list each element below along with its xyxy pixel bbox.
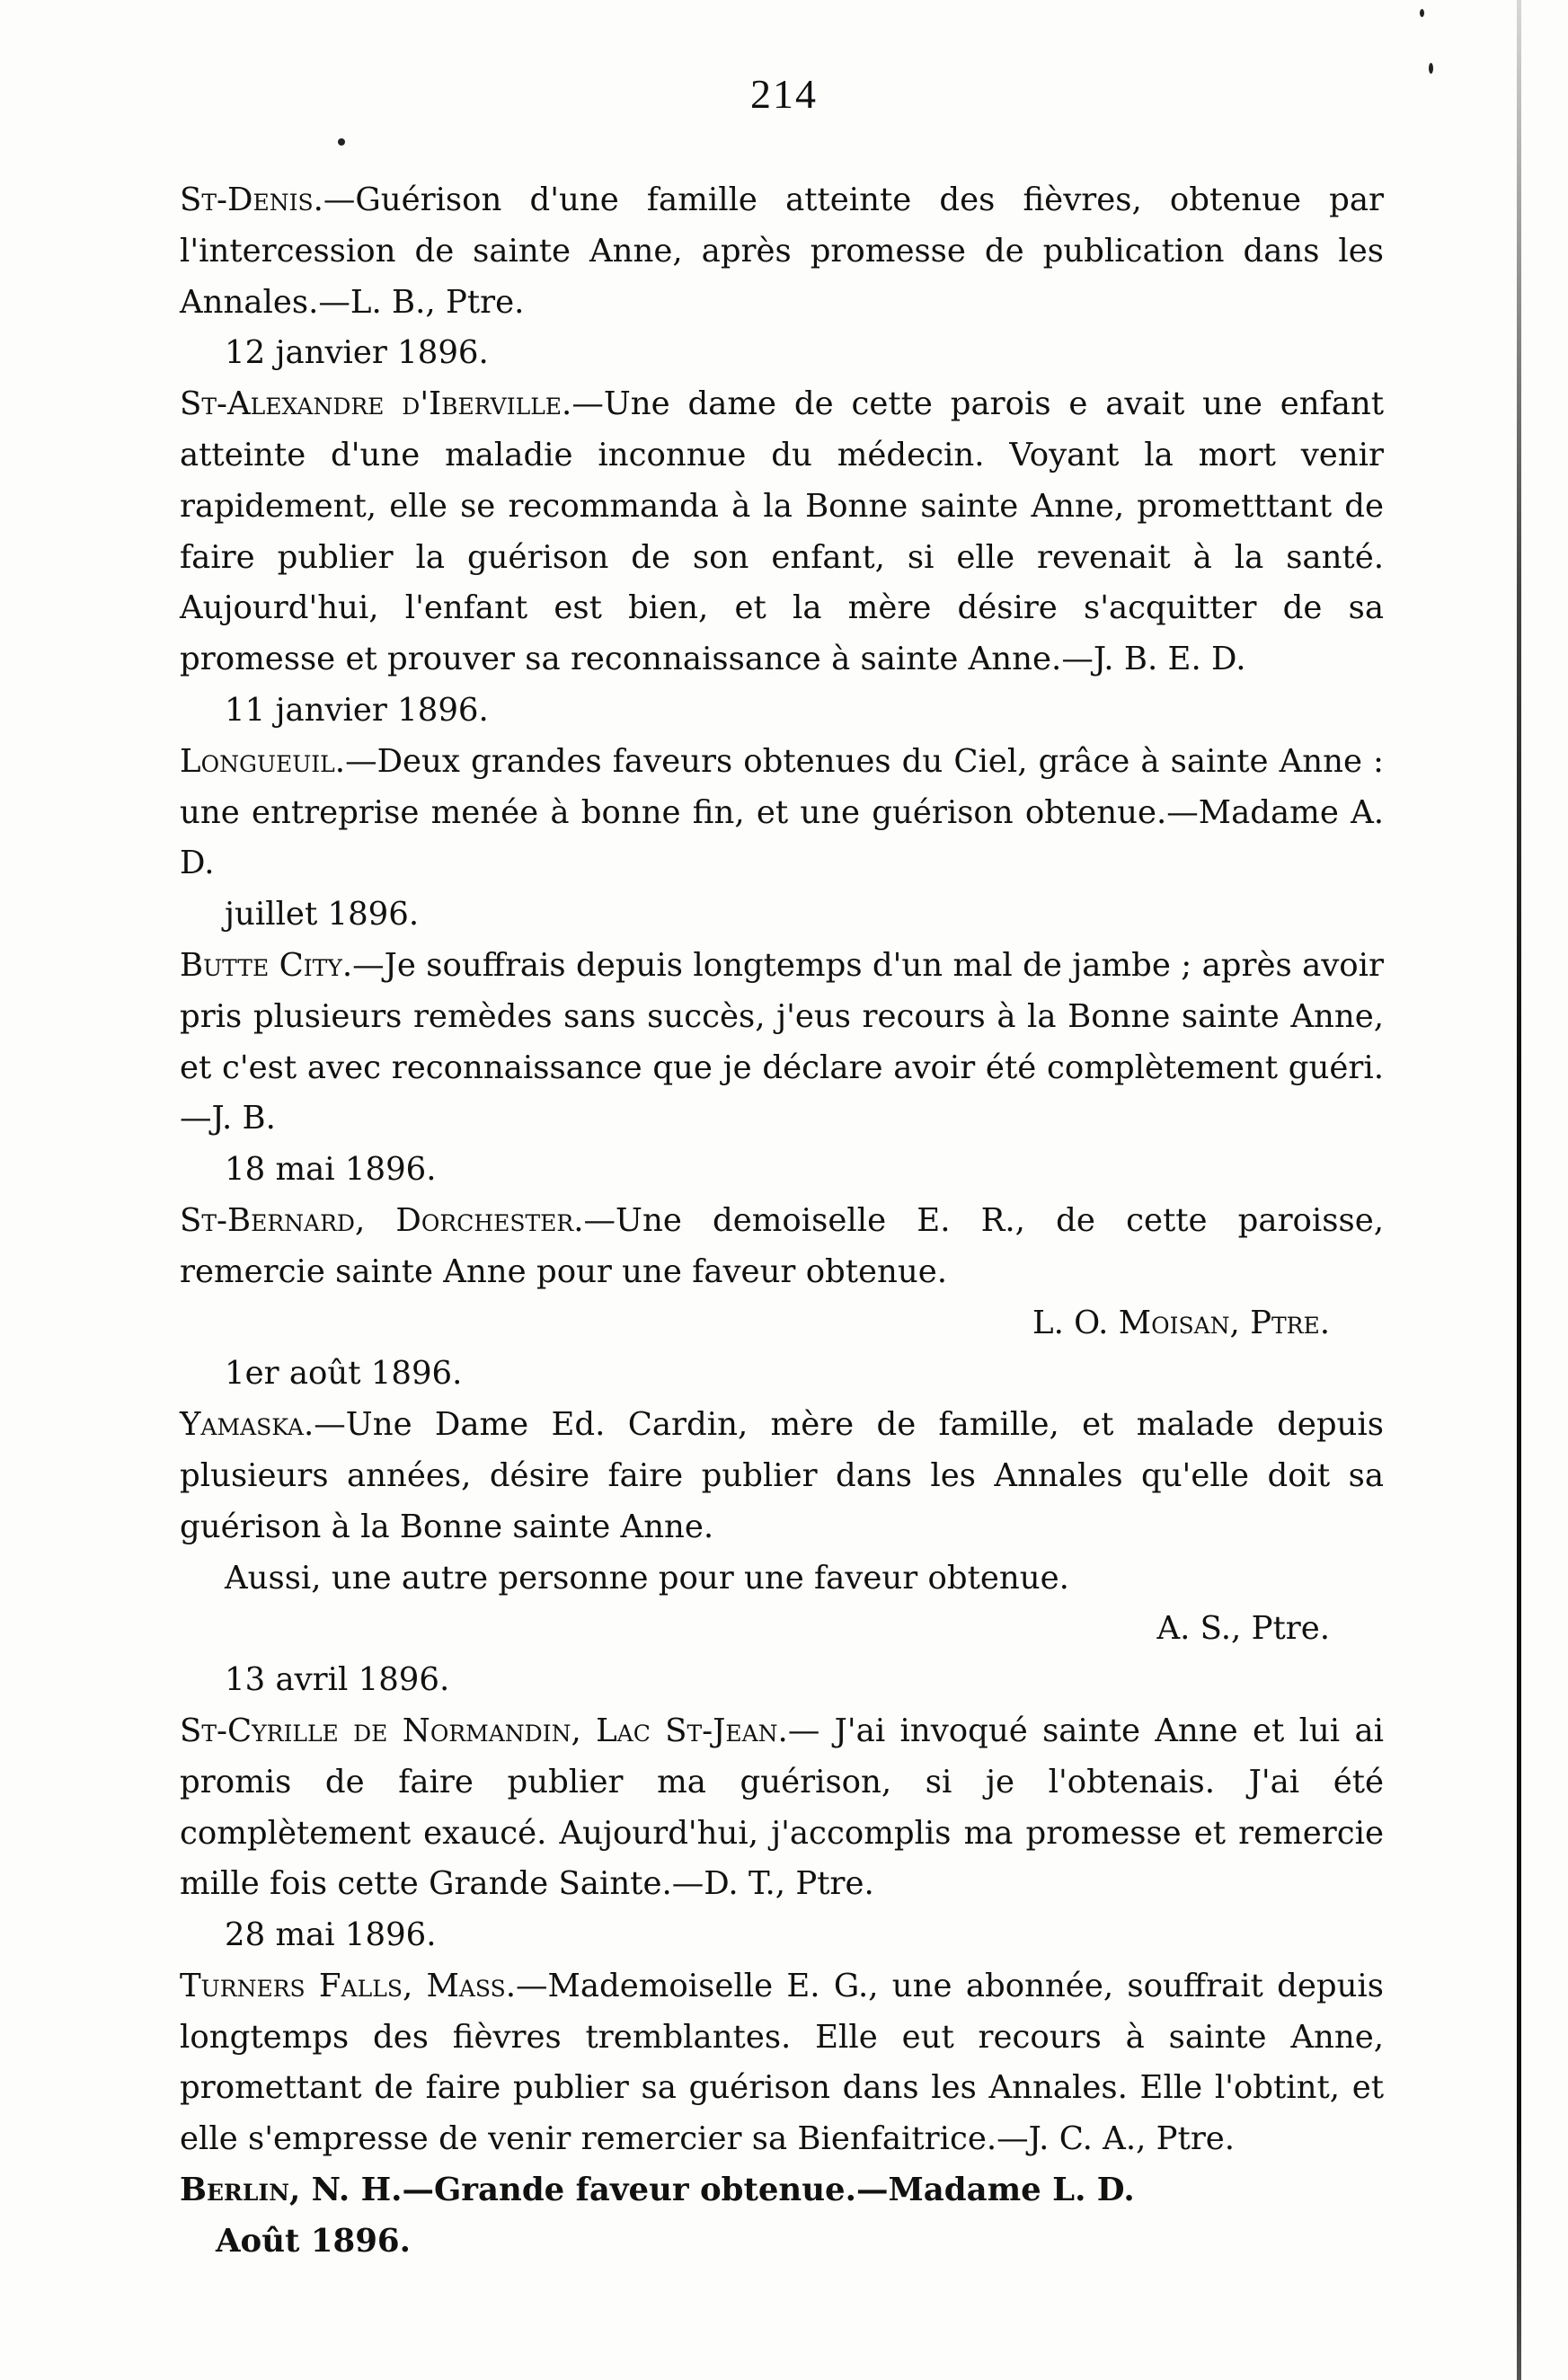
entry bbox=[180, 2165, 1384, 2268]
scan-edge-line bbox=[1517, 0, 1521, 2380]
entry bbox=[180, 175, 1384, 379]
entry-location: St-Cyrille de Normandin, Lac St-Jean. bbox=[180, 1712, 788, 1749]
entry-text: —Une Dame Ed. Cardin, mère de famille, et malade depuis plusieurs années, désire faire publier dans les Annales qu'elle doit sa guérison à la Bonne sainte Anne. bbox=[180, 1406, 1384, 1545]
entry-extra: Aussi, une autre personne pour une faveur obtenue. bbox=[225, 1559, 1069, 1597]
entry-location: Yamaska. bbox=[180, 1406, 314, 1444]
entry bbox=[180, 1196, 1384, 1400]
entry bbox=[180, 1706, 1384, 1961]
entry-date: 28 mai 1896. bbox=[225, 1916, 437, 1954]
entry-date: 1er août 1896. bbox=[225, 1355, 463, 1393]
entry-date: 12 janvier 1896. bbox=[225, 334, 489, 372]
entry-location: Butte City. bbox=[180, 946, 353, 984]
text-column bbox=[180, 175, 1384, 2268]
page-number: 214 bbox=[750, 71, 818, 117]
entry-text: —Guérison d'une famille atteinte des fièvres, obtenue par l'intercession de sainte Anne, après promesse de publication dans les Annales.—L. B., Ptre. bbox=[180, 181, 1384, 321]
entry-date: 18 mai 1896. bbox=[225, 1151, 437, 1189]
entry-text: —Mademoiselle E. G., une abonnée, souffrait depuis longtemps des fièvres tremblantes. Elle eut recours à sainte Anne, promettant de faire publier sa guérison dans les Annales. Elle l'obtint, et elle s'empresse de venir remercier sa Bienfaitrice.—J. C. A., Ptre. bbox=[180, 1967, 1385, 2158]
entry-signature: L. O. Moisan, Ptre. bbox=[1032, 1304, 1330, 1341]
entry bbox=[180, 379, 1384, 737]
entry-location: Turners Falls, Mass. bbox=[180, 1967, 517, 2004]
entry-text: —Une dame de cette parois e avait une enfant atteinte d'une maladie inconnue du médecin. Voyant la mort venir rapidement, elle se recommanda à la Bonne sainte Anne, prometttant de faire publier la guérison de son enfant, si elle revenait à la santé. Aujourd'hui, l'enfant est bien, et la mère désire s'acquitter de sa promesse et prouver sa reconnaissance à sainte Anne.—J. B. E. D. bbox=[180, 385, 1384, 678]
entry-location: Berlin, N. H. bbox=[180, 2172, 403, 2209]
entry bbox=[180, 737, 1384, 941]
entry-location: St-Denis. bbox=[180, 181, 323, 218]
entry-signature: A. S., Ptre. bbox=[1156, 1610, 1330, 1648]
entry-date: 11 janvier 1896. bbox=[225, 691, 489, 729]
scan-speck bbox=[338, 138, 345, 146]
entry-text: —Grande faveur obtenue.—Madame L. D. bbox=[402, 2172, 1135, 2209]
entry-text: — J'ai invoqué sainte Anne et lui ai promis de faire publier ma guérison, si je l'obtenais. J'ai été complètement exaucé. Aujourd'hui, j'accomplis ma promesse et remercie mille fois cette Grande Sainte.—D. T., Ptre. bbox=[180, 1712, 1384, 1903]
entry-text: —Une demoiselle E. R., de cette paroisse, remercie sainte Anne pour une faveur obtenue. bbox=[180, 1201, 1384, 1290]
entry-location: St-Alexandre d'Iberville. bbox=[180, 385, 572, 423]
entry-date: 13 avril 1896. bbox=[225, 1661, 450, 1699]
scan-speck bbox=[1420, 9, 1424, 17]
entry-text: —Deux grandes faveurs obtenues du Ciel, grâce à sainte Anne : une entreprise menée à bonne fin, et une guérison obtenue.—Madame A. D. bbox=[180, 742, 1384, 882]
entry-text: —Je souffrais depuis longtemps d'un mal de jambe ; après avoir pris plusieurs remèdes sans succès, j'eus recours à la Bonne sainte Anne, et c'est avec reconnaissance que je déclare avoir été complètement guéri.—J. B. bbox=[180, 946, 1384, 1137]
entry-location: St-Bernard, Dorchester. bbox=[180, 1201, 584, 1239]
entry-date: juillet 1896. bbox=[225, 896, 420, 933]
entry-location: Longueuil. bbox=[180, 742, 346, 780]
entry bbox=[180, 941, 1384, 1196]
entry bbox=[180, 1961, 1384, 2165]
entry bbox=[180, 1400, 1384, 1706]
entry-date: Août 1896. bbox=[216, 2222, 411, 2260]
